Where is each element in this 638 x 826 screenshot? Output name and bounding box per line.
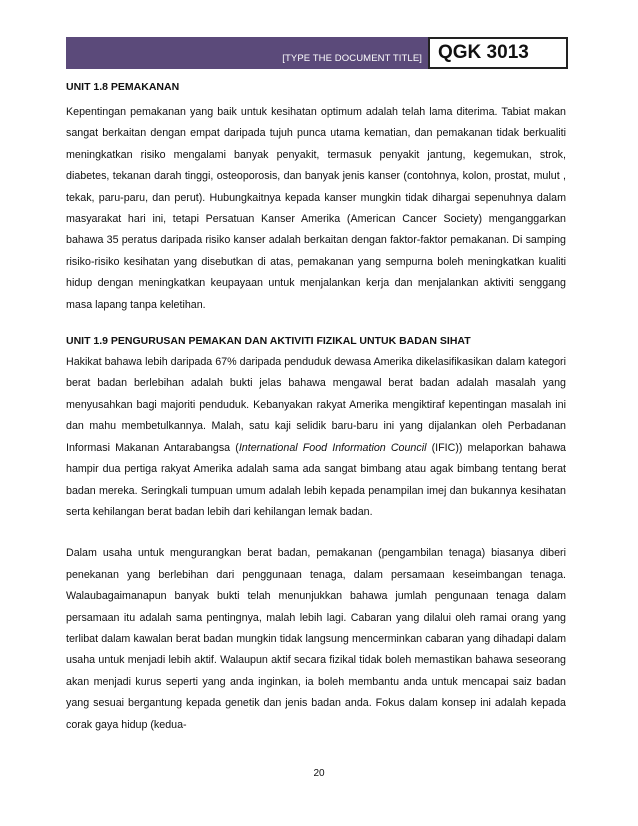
paragraph-pemakanan: Kepentingan pemakanan yang baik untuk kesihatan optimum adalah telah lama diterima. Tabiat makan sangat berkaitan dengan empat daripada tujuh punca utama kematian, dan pemakanan tidak berkualiti meningkatkan risiko mengalami banyak penyakit, termasuk penyakit jantung, kegemukan, strok, diabetes, tekanan darah tinggi, osteoporosis, dan banyak jenis kanser (contohnya, kolon, prostat, mulut , tekak, paru-paru, dan perut). Hubungkaitnya kepada kanser mungkin tidak dihargai sepenuhnya dalam masyarakat hari ini, tetapi Persatuan Kanser Amerika (American Cancer Society) menganggarkan bahawa 35 peratus daripada risiko kanser adalah berkaitan dengan faktor-faktor pemakanan. Di samping risiko-risiko kesihatan yang disebutkan di atas, pemakanan yang sempurna boleh meningkatkan kualiti hidup dengan meningkatkan keupayaan untuk menjalankan kerja dan menjalankan aktiviti senggang masa lapang tanpa keletihan. [66,106,566,311]
page-header [66,37,568,69]
course-code-box [428,37,568,69]
section-heading-unit-1-8: UNIT 1.8 PEMAKANAN [66,81,180,93]
course-code: QGK 3013 [438,42,529,63]
document-title-placeholder: [TYPE THE DOCUMENT TITLE] [282,53,422,64]
organization-name-italic: International Food Information Council [238,441,427,454]
paragraph-text-start: Hakikat bahawa lebih daripada 67% daripada penduduk dewasa Amerika dikelasifikasikan dalam kategori berat badan berlebihan adalah bukti jelas bahawa mengawal berat badan adalah masalah yang menyusahkan bagi majoriti penduduk. Kebanyakan rakyat Amerika mengiktiraf kepentingan masalah ini dan mahu membetulkannya. Malah, satu kaji selidik baru-baru ini yang dijalankan oleh Perbadanan Informasi Makanan Antarabangsa ( [66,356,566,454]
header-title-bar [66,37,428,69]
paragraph-berat-badan [66,352,566,523]
page-number: 20 [313,768,325,779]
section-heading-unit-1-9: UNIT 1.9 PENGURUSAN PEMAKAN DAN AKTIVITI FIZIKAL UNTUK BADAN SIHAT [66,335,471,348]
paragraph-usaha-mengurangkan: Dalam usaha untuk mengurangkan berat badan, pemakanan (pengambilan tenaga) biasanya diberi penekanan yang berlebihan dari penggunaan tenaga, dalam persamaan keseimbangan tenaga. Walaubagaimanapun banyak bukti telah menunjukkan bahawa jumlah pengunaan tenaga dalam persamaan itu adalah sama pentingnya, malah lebih lagi. Cabaran yang dilalui oleh ramai orang yang terlibat dalam kawalan berat badan mungkin tidak langsung mencerminkan cabaran yang dihadapi dalam usaha untuk menjadi lebih aktif. Walaupun aktif secara fizikal tidak boleh memastikan bahawa seseorang akan menjadi kurus seperti yang anda inginkan, ia boleh membantu anda untuk mencapai saiz badan yang sesuai bergantung kepada genetik dan jenis badan anda. Fokus dalam konsep ini adalah kepada corak gaya hidup (kedua- [66,547,566,731]
paragraph-text-end: (IFIC)) melaporkan bahawa hampir dua pertiga rakyat Amerika adalah sama ada sangat bimbang atau agak bimbang tentang berat badan mereka. Seringkali tumpuan umum adalah lebih kepada penampilan imej dan bukannya kesihatan serta kehilangan berat badan lebih dari kehilangan lemak badan. [66,441,566,518]
document-body [66,80,566,736]
